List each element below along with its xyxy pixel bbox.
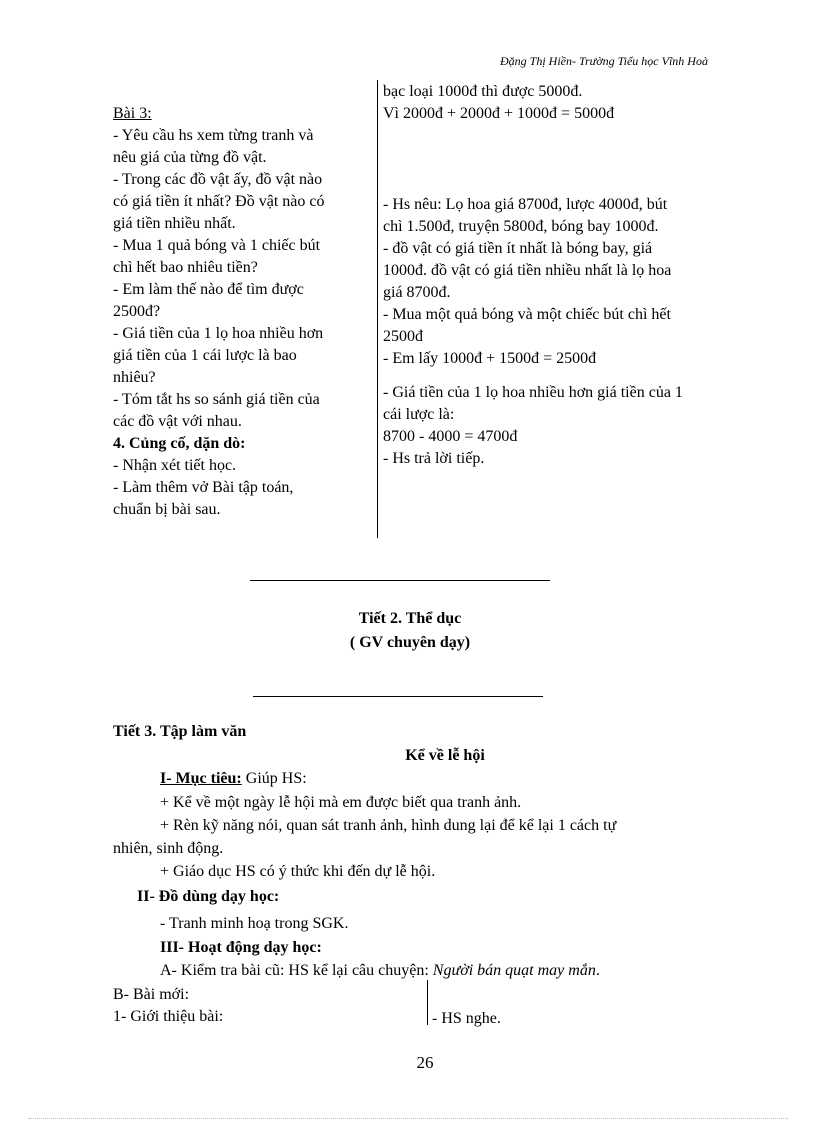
section-divider xyxy=(250,580,550,581)
left-line: các đồ vật với nhau. xyxy=(113,413,242,430)
right-line: bạc loại 1000đ thì được 5000đ. xyxy=(383,83,583,100)
goal-2-cont: nhiên, sinh động. xyxy=(113,840,224,857)
bai-moi: B- Bài mới: xyxy=(113,986,190,1003)
page-header: Đặng Thị Hiền- Trường Tiểu học Vĩnh Hoà xyxy=(500,54,708,68)
left-line: giá tiền của 1 cái lược là bao xyxy=(113,347,297,364)
left-line: - Mua 1 quả bóng và 1 chiếc bút xyxy=(113,237,321,254)
page-number: 26 xyxy=(416,1053,434,1072)
tiet2-title: Tiết 2. Thể dục xyxy=(358,610,462,627)
bai3-title: Bài 3: xyxy=(113,105,152,122)
section-divider xyxy=(253,696,543,697)
tiet2-subtitle: ( GV chuyên dạy) xyxy=(349,634,471,651)
left-line: - Làm thêm vở Bài tập toán, xyxy=(113,479,294,496)
muc-tieu xyxy=(160,768,307,790)
left-line: - Giá tiền của 1 lọ hoa nhiều hơn xyxy=(113,325,324,342)
muc-tieu-label: I- Mục tiêu: xyxy=(160,770,242,787)
column-divider xyxy=(377,80,378,538)
left-line: - Em làm thế nào để tìm được xyxy=(113,281,304,298)
right-line: chì 1.500đ, truyện 5800đ, bóng bay 1000đ. xyxy=(383,218,659,235)
goal-1: + Kể về một ngày lễ hội mà em được biết qua tranh ảnh. xyxy=(160,794,522,811)
do-dung-title: II- Đồ dùng dạy học: xyxy=(137,888,280,905)
right-line: 2500đ xyxy=(383,328,423,345)
kiem-tra-end: . xyxy=(595,962,600,979)
right-line: - Giá tiền của 1 lọ hoa nhiều hơn giá tiền của 1 xyxy=(383,384,683,401)
right-line: - Hs trả lời tiếp. xyxy=(383,450,485,467)
story-title: Người bán quạt may mắn xyxy=(432,962,596,979)
left-line: chì hết bao nhiêu tiền? xyxy=(113,259,258,276)
kiem-tra xyxy=(160,960,600,982)
kiem-tra-text: A- Kiểm tra bài cũ: HS kể lại câu chuyện: xyxy=(160,962,433,979)
right-line: - Mua một quả bóng và một chiếc bút chì hết xyxy=(383,306,671,323)
section4-title: 4. Củng cố, dặn dò: xyxy=(113,435,246,452)
hoat-dong-title: III- Hoạt động dạy học: xyxy=(160,939,322,956)
lesson-title: Kể về lễ hội xyxy=(405,747,485,764)
do-dung-item: - Tranh minh hoạ trong SGK. xyxy=(160,915,349,932)
left-line: - Trong các đồ vật ấy, đồ vật nào xyxy=(113,171,323,188)
right-column xyxy=(383,81,743,470)
left-line: - Yêu cầu hs xem từng tranh và xyxy=(113,127,314,144)
goal-2: + Rèn kỹ năng nói, quan sát tranh ảnh, hình dung lại để kể lại 1 cách tự xyxy=(160,817,617,834)
gioi-thieu: 1- Giới thiệu bài: xyxy=(113,1008,224,1025)
tiet3-title: Tiết 3. Tập làm văn xyxy=(113,723,247,740)
left-line: nhiêu? xyxy=(113,369,156,386)
right-line: 1000đ. đồ vật có giá tiền nhiều nhất là lọ hoa xyxy=(383,262,672,279)
left-line: - Tóm tắt hs so sánh giá tiền của xyxy=(113,391,320,408)
right-line: - Em lấy 1000đ + 1500đ = 2500đ xyxy=(383,350,597,367)
left-line: có giá tiền ít nhất? Đồ vật nào có xyxy=(113,193,325,210)
right-line: cái lược là: xyxy=(383,406,455,423)
right-line: - Hs nêu: Lọ hoa giá 8700đ, lược 4000đ, bút xyxy=(383,196,668,213)
left-line: nêu giá của từng đồ vật. xyxy=(113,149,267,166)
left-line: 2500đ? xyxy=(113,303,161,320)
right-line: Vì 2000đ + 2000đ + 1000đ = 5000đ xyxy=(383,105,615,122)
page-edge xyxy=(28,1118,788,1119)
goal-3: + Giáo dục HS có ý thức khi đến dự lễ hội. xyxy=(160,863,436,880)
left-line: giá tiền nhiều nhất. xyxy=(113,215,236,232)
right-line: - đồ vật có giá tiền ít nhất là bóng bay, giá xyxy=(383,240,653,257)
muc-tieu-text: Giúp HS: xyxy=(241,770,307,787)
left-column xyxy=(113,103,375,521)
column-divider xyxy=(427,980,428,1025)
right-line: giá 8700đ. xyxy=(383,284,451,301)
hs-nghe: - HS nghe. xyxy=(432,1010,501,1027)
left-line: - Nhận xét tiết học. xyxy=(113,457,237,474)
left-line: chuẩn bị bài sau. xyxy=(113,501,221,518)
right-line: 8700 - 4000 = 4700đ xyxy=(383,428,518,445)
